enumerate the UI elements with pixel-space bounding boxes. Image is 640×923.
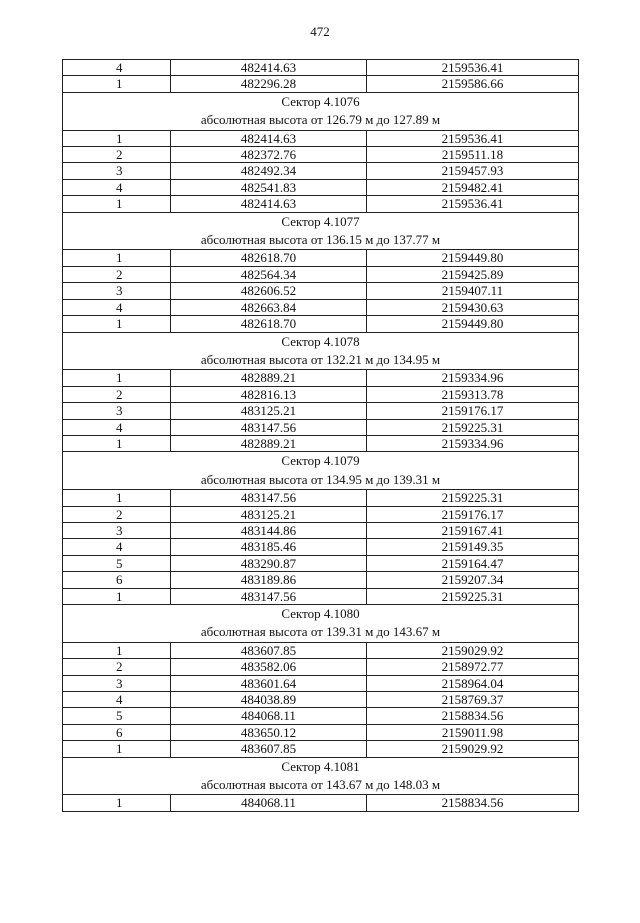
coordinate-y: 2159207.34 <box>367 572 579 588</box>
table-row <box>63 795 579 811</box>
table-row <box>63 60 579 76</box>
coordinate-y: 2158769.37 <box>367 692 579 708</box>
coordinate-x: 483582.06 <box>171 659 367 675</box>
coordinate-x: 482889.21 <box>171 370 367 386</box>
coordinate-y: 2159029.92 <box>367 642 579 658</box>
point-number: 5 <box>63 555 171 571</box>
coordinate-x: 482618.70 <box>171 250 367 266</box>
point-number: 1 <box>63 130 171 146</box>
sector-header-row <box>63 757 579 795</box>
coordinate-x: 483607.85 <box>171 642 367 658</box>
point-number: 6 <box>63 724 171 740</box>
coordinate-y: 2159511.18 <box>367 147 579 163</box>
sector-title: Сектор 4.1080 <box>281 606 360 621</box>
coordinate-x: 483125.21 <box>171 506 367 522</box>
table-row <box>63 419 579 435</box>
table-row <box>63 266 579 282</box>
coordinates-table <box>62 59 579 812</box>
coordinate-x: 483601.64 <box>171 675 367 691</box>
point-number: 3 <box>63 163 171 179</box>
point-number: 2 <box>63 506 171 522</box>
table-row <box>63 76 579 92</box>
coordinate-y: 2159536.41 <box>367 196 579 212</box>
coordinate-x: 482492.34 <box>171 163 367 179</box>
table-row <box>63 572 579 588</box>
coordinate-x: 483650.12 <box>171 724 367 740</box>
point-number: 1 <box>63 490 171 506</box>
point-number: 1 <box>63 250 171 266</box>
table-row <box>63 163 579 179</box>
point-number: 1 <box>63 795 171 811</box>
table-row <box>63 490 579 506</box>
coordinate-x: 483144.86 <box>171 522 367 538</box>
point-number: 4 <box>63 60 171 76</box>
sector-header-cell <box>63 212 579 250</box>
sector-header-cell <box>63 605 579 643</box>
point-number: 3 <box>63 403 171 419</box>
coordinate-x: 483607.85 <box>171 741 367 757</box>
point-number: 3 <box>63 283 171 299</box>
sector-header-row <box>63 212 579 250</box>
coordinate-y: 2159536.41 <box>367 130 579 146</box>
coordinate-y: 2159164.47 <box>367 555 579 571</box>
point-number: 4 <box>63 299 171 315</box>
point-number: 4 <box>63 539 171 555</box>
sector-header-row <box>63 605 579 643</box>
coordinate-y: 2159430.63 <box>367 299 579 315</box>
coordinate-x: 483125.21 <box>171 403 367 419</box>
page-number: 472 <box>310 24 330 39</box>
sector-height-range: абсолютная высота от 126.79 м до 127.89 м <box>200 112 441 128</box>
coordinate-y: 2159225.31 <box>367 588 579 604</box>
table-row <box>63 724 579 740</box>
coordinate-x: 482564.34 <box>171 266 367 282</box>
point-number: 2 <box>63 147 171 163</box>
table-row <box>63 147 579 163</box>
coordinate-y: 2159225.31 <box>367 490 579 506</box>
table-row <box>63 250 579 266</box>
coordinate-x: 482414.63 <box>171 130 367 146</box>
point-number: 1 <box>63 316 171 332</box>
table-row <box>63 522 579 538</box>
point-number: 1 <box>63 642 171 658</box>
table-row <box>63 692 579 708</box>
coordinate-y: 2159029.92 <box>367 741 579 757</box>
sector-header-cell <box>63 332 579 370</box>
coordinate-x: 482414.63 <box>171 60 367 76</box>
sector-height-range: абсолютная высота от 134.95 м до 139.31 м <box>200 471 441 487</box>
point-number: 1 <box>63 196 171 212</box>
table-row <box>63 316 579 332</box>
coordinates-table-body <box>63 60 579 812</box>
coordinate-x: 482541.83 <box>171 179 367 195</box>
coordinate-y: 2159449.80 <box>367 250 579 266</box>
table-row <box>63 741 579 757</box>
point-number: 6 <box>63 572 171 588</box>
point-number: 2 <box>63 266 171 282</box>
table-row <box>63 555 579 571</box>
coordinate-x: 483290.87 <box>171 555 367 571</box>
sector-height-range: абсолютная высота от 132.21 м до 134.95 м <box>200 351 441 367</box>
point-number: 1 <box>63 741 171 757</box>
sector-title: Сектор 4.1081 <box>281 758 360 774</box>
coordinate-y: 2159449.80 <box>367 316 579 332</box>
coordinate-y: 2159149.35 <box>367 539 579 555</box>
point-number: 1 <box>63 76 171 92</box>
sector-height-range: абсолютная высота от 143.67 м до 148.03 м <box>200 777 441 793</box>
table-row <box>63 299 579 315</box>
sector-header-cell <box>63 452 579 490</box>
sector-header-row <box>63 332 579 370</box>
point-number: 1 <box>63 588 171 604</box>
table-row <box>63 386 579 402</box>
table-row <box>63 539 579 555</box>
coordinate-y: 2159536.41 <box>367 60 579 76</box>
coordinate-y: 2159334.96 <box>367 370 579 386</box>
table-row <box>63 588 579 604</box>
coordinate-x: 482296.28 <box>171 76 367 92</box>
coordinate-y: 2159225.31 <box>367 419 579 435</box>
sector-title: Сектор 4.1078 <box>281 333 360 349</box>
point-number: 4 <box>63 179 171 195</box>
coordinate-x: 482618.70 <box>171 316 367 332</box>
coordinate-y: 2159313.78 <box>367 386 579 402</box>
point-number: 3 <box>63 675 171 691</box>
point-number: 4 <box>63 692 171 708</box>
table-row <box>63 642 579 658</box>
coordinate-x: 483185.46 <box>171 539 367 555</box>
table-row <box>63 506 579 522</box>
sector-header-cell <box>63 757 579 795</box>
coordinate-x: 482663.84 <box>171 299 367 315</box>
point-number: 2 <box>63 659 171 675</box>
coordinate-y: 2158834.56 <box>367 708 579 724</box>
table-row <box>63 283 579 299</box>
table-row <box>63 659 579 675</box>
coordinate-y: 2158834.56 <box>367 795 579 811</box>
point-number: 2 <box>63 386 171 402</box>
table-row <box>63 403 579 419</box>
coordinate-y: 2159176.17 <box>367 403 579 419</box>
coordinate-y: 2159011.98 <box>367 724 579 740</box>
coordinate-y: 2159407.11 <box>367 283 579 299</box>
table-row <box>63 370 579 386</box>
point-number: 3 <box>63 522 171 538</box>
coordinate-y: 2158964.04 <box>367 675 579 691</box>
coordinate-y: 2159586.66 <box>367 76 579 92</box>
table-row <box>63 708 579 724</box>
table-row <box>63 179 579 195</box>
coordinate-y: 2159176.17 <box>367 506 579 522</box>
point-number: 4 <box>63 419 171 435</box>
sector-header-cell <box>63 92 579 130</box>
sector-height-range: абсолютная высота от 139.31 м до 143.67 м <box>200 624 441 640</box>
table-row <box>63 196 579 212</box>
coordinate-y: 2158972.77 <box>367 659 579 675</box>
coordinate-y: 2159425.89 <box>367 266 579 282</box>
coordinate-x: 482414.63 <box>171 196 367 212</box>
sector-title: Сектор 4.1079 <box>281 453 360 469</box>
table-row <box>63 675 579 691</box>
coordinate-x: 482372.76 <box>171 147 367 163</box>
sector-title: Сектор 4.1077 <box>281 213 360 229</box>
point-number: 1 <box>63 435 171 451</box>
coordinate-y: 2159167.41 <box>367 522 579 538</box>
point-number: 1 <box>63 370 171 386</box>
coordinate-x: 484068.11 <box>171 795 367 811</box>
sector-title: Сектор 4.1076 <box>281 93 360 109</box>
table-row <box>63 130 579 146</box>
coordinate-y: 2159457.93 <box>367 163 579 179</box>
coordinate-x: 483147.56 <box>171 490 367 506</box>
table-row <box>63 435 579 451</box>
coordinate-x: 482816.13 <box>171 386 367 402</box>
point-number: 5 <box>63 708 171 724</box>
coordinate-x: 482606.52 <box>171 283 367 299</box>
coordinate-x: 483147.56 <box>171 419 367 435</box>
sector-header-row <box>63 92 579 130</box>
coordinate-y: 2159482.41 <box>367 179 579 195</box>
sector-height-range: абсолютная высота от 136.15 м до 137.77 м <box>200 232 441 248</box>
coordinate-x: 484068.11 <box>171 708 367 724</box>
coordinate-x: 484038.89 <box>171 692 367 708</box>
coordinate-x: 482889.21 <box>171 435 367 451</box>
coordinate-x: 483147.56 <box>171 588 367 604</box>
coordinate-x: 483189.86 <box>171 572 367 588</box>
coordinate-y: 2159334.96 <box>367 435 579 451</box>
sector-header-row <box>63 452 579 490</box>
